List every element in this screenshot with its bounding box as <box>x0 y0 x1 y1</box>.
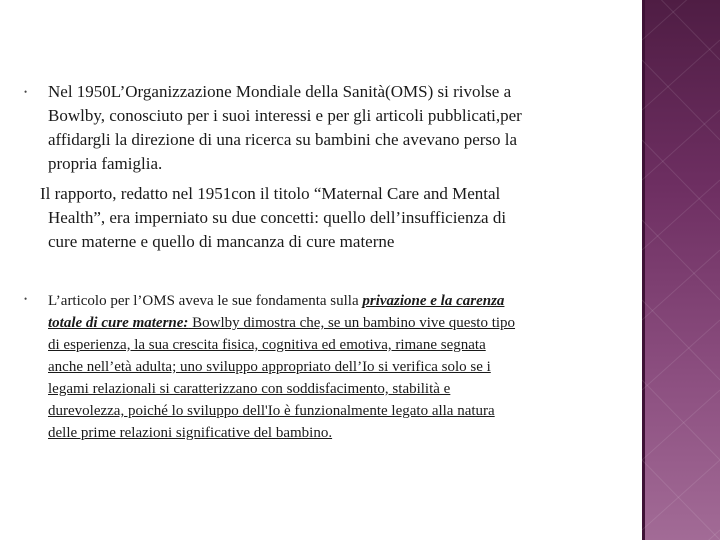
underlined-text: Bowlby dimostra che, se un bambino vive questo tipo <box>188 315 516 331</box>
paragraph-line: Il rapporto, redatto nel 1951con il titolo “Maternal Care and Mental <box>40 184 501 203</box>
bullet-marker-2: • <box>24 294 28 304</box>
bullet-marker-1: • <box>24 87 28 97</box>
paragraph-line <box>48 290 628 312</box>
paragraph-line: Health”, era imperniato su due concetti: quello dell’insufficienza di <box>48 208 507 227</box>
sidebar-pattern <box>642 0 720 540</box>
paragraph-line <box>48 312 628 334</box>
paragraph-line: durevolezza, poiché lo sviluppo dell'Io è funzionalmente legato alla natura <box>48 403 495 419</box>
paragraph-report <box>40 182 630 254</box>
paragraph-article <box>48 290 628 444</box>
emphasis-text: totale di cure materne: <box>48 315 189 331</box>
paragraph-line: anche nell’età adulta; uno sviluppo appropriato dell’Io si verifica solo se i <box>48 359 491 375</box>
emphasis-text: privazione e la carenza <box>362 293 505 309</box>
decorative-sidebar <box>642 0 720 540</box>
paragraph-line: delle prime relazioni significative del bambino. <box>48 425 333 441</box>
paragraph-line: affidargli la direzione di una ricerca su bambini che avevano perso la <box>48 130 518 149</box>
paragraph-line: Nel 1950L’Organizzazione Mondiale della Sanità(OMS) si rivolse a <box>48 82 512 101</box>
article-lead-text: L’articolo per l’OMS aveva le sue fondamenta sulla <box>48 293 363 309</box>
paragraph-oms-request <box>48 80 628 176</box>
paragraph-line: Bowlby, conosciuto per i suoi interessi e per gli articoli pubblicati,per <box>48 106 522 125</box>
paragraph-line: propria famiglia. <box>48 154 163 173</box>
paragraph-line: legami relazionali si caratterizzano con soddisfacimento, stabilità e <box>48 381 451 397</box>
paragraph-line: cure materne e quello di mancanza di cure materne <box>48 232 395 251</box>
paragraph-line: di esperienza, la sua crescita fisica, cognitiva ed emotiva, rimane segnata <box>48 337 486 353</box>
